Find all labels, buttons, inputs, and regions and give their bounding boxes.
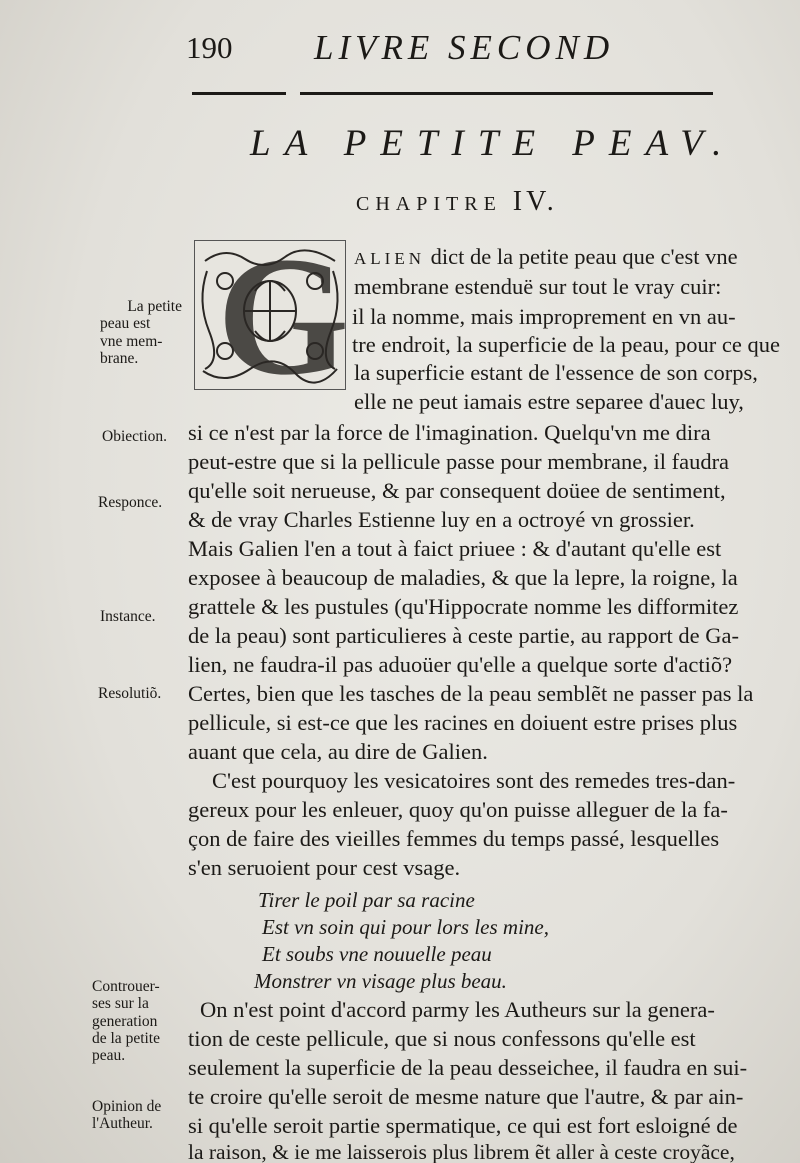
page-number: 190 [186, 30, 233, 65]
drop-cap-letter: G [217, 222, 350, 410]
text-line-26: te croire qu'elle seroit de mesme nature que l'autre, & par ain- [188, 1084, 744, 1109]
text-line-3: il la nomme, mais improprement en vn au- [352, 304, 736, 329]
text-line-11: Mais Galien l'en a tout à faict priuee : & d'autant qu'elle est [188, 536, 722, 561]
margin-note-controversy: Controuer- ses sur la generation de la petite peau. [92, 978, 160, 1065]
text-line-15: lien, ne faudra-il pas aduoüer qu'elle a quelque sorte d'actiõ? [188, 652, 733, 677]
verse-line-4: Monstrer vn visage plus beau. [254, 969, 507, 993]
text-line-12: exposee à beaucoup de maladies, & que la lepre, la roigne, la [188, 565, 738, 590]
margin-note-resolution: Resolutiõ. [98, 685, 162, 702]
verse-line-1: Tirer le poil par sa racine [258, 888, 475, 912]
verse-line-2: Est vn soin qui pour lors les mine, [262, 915, 549, 939]
text-line-18: auant que cela, au dire de Galien. [188, 739, 488, 764]
margin-note-membrane: La petite peau est vne mem- brane. [100, 298, 182, 368]
text-line-27: si qu'elle seroit partie spermatique, ce qui est fort esloigné de [188, 1113, 738, 1138]
text-line-4: tre endroit, la superficie de la peau, pour ce que [352, 332, 780, 357]
text-line-7: si ce n'est par la force de l'imagination. Quelqu'vn me dira [188, 420, 711, 445]
header-rule-left [192, 92, 286, 95]
text-line-22: s'en seruoient pour cest vsage. [188, 855, 461, 880]
chapter-heading [356, 186, 558, 218]
margin-note-instance: Instance. [100, 608, 156, 625]
verse-line-3: Et soubs vne nouuelle peau [262, 942, 492, 966]
margin-note-opinion: Opinion de l'Autheur. [92, 1098, 162, 1133]
section-title: LA PETITE PEAV. [250, 123, 736, 164]
text-line-2: membrane estenduë sur tout le vray cuir: [354, 274, 722, 299]
margin-note-objection: Obiection. [102, 428, 167, 445]
text-line-1: ALIEN dict de la petite peau que c'est vne [354, 244, 738, 269]
text-line-8: peut-estre que si la pellicule passe pour membrane, il faudra [188, 449, 730, 474]
header-rule-right [300, 92, 713, 95]
text-line-24: tion de ceste pellicule, que si nous confessons qu'elle est [188, 1026, 696, 1051]
text-line-5: la superficie estant de l'essence de son corps, [354, 360, 758, 385]
lead-word: ALIEN [354, 249, 425, 268]
text-line-16: Certes, bien que les tasches de la peau semblẽt ne passer pas la [188, 681, 754, 706]
text-line-13: grattele & les pustules (qu'Hippocrate nomme les difformitez [188, 594, 739, 619]
text-line-17: pellicule, si est-ce que les racines en doiuent estre prises plus [188, 710, 738, 735]
margin-note-response: Responce. [98, 494, 163, 511]
text-line-23: On n'est point d'accord parmy les Autheurs sur la genera- [200, 997, 715, 1022]
text-line-14: de la peau) sont particulieres à ceste partie, au rapport de Ga- [188, 623, 739, 648]
text-line-9: qu'elle soit nerueuse, & par consequent doüee de sentiment, [188, 478, 726, 503]
text-line-28: la raison, & ie me laisserois plus librem ẽt aller à ceste croyãce, [188, 1140, 735, 1163]
text-line-6: elle ne peut iamais estre separee d'auec luy, [354, 389, 744, 414]
ornamental-initial [194, 222, 350, 410]
text-line-21: çon de faire des vieilles femmes du temps passé, lesquelles [188, 826, 720, 851]
running-title: LIVRE SECOND [314, 28, 615, 67]
text-line-20: gereux pour les enleuer, quoy qu'on puisse alleguer de la fa- [188, 797, 728, 822]
text-line-19: C'est pourquoy les vesicatoires sont des remedes tres-dan- [212, 768, 736, 793]
text-line-25: seulement la superficie de la peau desseichee, il faudra en sui- [188, 1055, 748, 1080]
text-line-10: & de vray Charles Estienne luy en a octroyé vn grossier. [188, 507, 695, 532]
chapter-numeral: IV. [512, 186, 558, 217]
chapter-word: CHAPITRE [356, 193, 502, 215]
